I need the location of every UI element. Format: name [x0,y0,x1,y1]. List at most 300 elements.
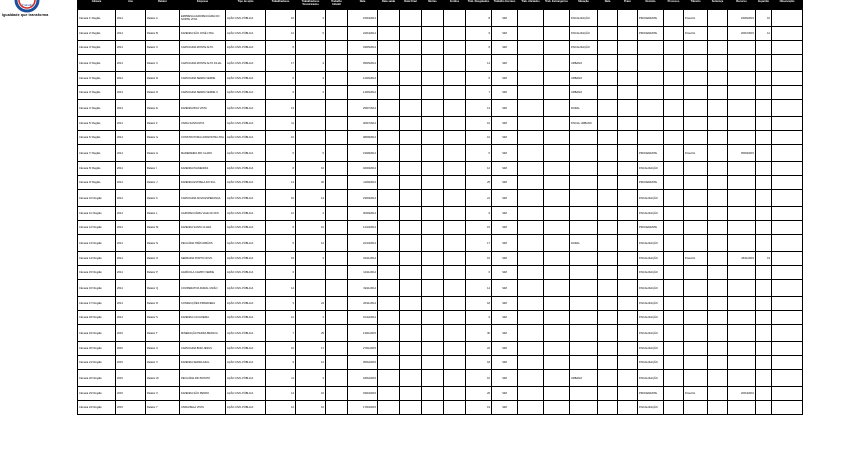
table-cell [544,117,570,131]
table-cell: AÇÃO CIVIL PÚBLICA [226,86,266,100]
table-cell [772,266,803,280]
table-cell [518,356,544,370]
table-cell: Câmara 13ª Região [78,235,116,252]
table-cell: 2014 [116,207,146,221]
table-cell [444,145,466,162]
table-cell: 5 [296,145,326,162]
table-cell: 5 [266,145,296,162]
table-row [78,131,803,145]
table-cell: SIM [492,297,518,311]
table-cell: 30/09/2014 [348,207,378,221]
table-cell [708,190,728,207]
table-cell [772,235,803,252]
column-header: Câmara [78,1,116,10]
table-cell: FAZENDA SANTA CLARA [180,221,226,235]
table-cell [444,266,466,280]
table-cell: SIM [492,311,518,325]
table-cell [422,311,444,325]
table-cell [378,86,400,100]
table-cell: FISCALIZAÇÃO [570,10,598,27]
table-cell [326,387,348,401]
table-cell [544,176,570,190]
table-cell [598,342,618,356]
table-cell [618,162,638,176]
logo-caption: Igualdade que transforma [2,13,49,17]
table-row [78,176,803,190]
table-cell: Câmara 11ª Região [78,207,116,221]
column-header: Feridos [444,1,466,10]
column-header: Trabalhadores Terceirizados [296,1,326,10]
table-cell [378,27,400,41]
table-cell: 2015 [116,356,146,370]
table-cell: FISCALIZAÇÃO [570,27,598,41]
table-cell: AÇÃO CIVIL PÚBLICA [226,100,266,117]
table-cell [400,117,422,131]
table-row [78,145,803,162]
table-cell [598,221,618,235]
table-cell [444,387,466,401]
column-header: Sentença [708,1,728,10]
table-row [78,252,803,266]
table-cell [618,117,638,131]
table-cell: Relator R [146,297,180,311]
table-cell [772,387,803,401]
table-cell [618,27,638,41]
table-cell [598,266,618,280]
table-cell: Relator J [146,176,180,190]
table-cell [708,100,728,117]
table-cell: 2014 [116,10,146,27]
table-cell: 5 [466,145,492,162]
table-cell: SIM [492,100,518,117]
table-cell [400,387,422,401]
table-cell [422,207,444,221]
table-cell: AÇÃO CIVIL PÚBLICA [226,342,266,356]
table-cell: MINERAÇÃO PEDRA BRANCA [180,325,226,342]
table-cell [378,387,400,401]
table-cell [728,131,756,145]
table-cell [544,325,570,342]
table-cell [618,86,638,100]
table-cell [598,401,618,415]
table-cell: 14/06/2014 [348,86,378,100]
table-row [78,387,803,401]
table-cell [422,100,444,117]
table-cell: PECUÁRIA RIO BONITO [180,370,226,387]
table-cell: AÇÃO CIVIL PÚBLICA [226,280,266,297]
table-cell: PECUÁRIA TRÊS IRMÃOS [180,235,226,252]
table-row [78,311,803,325]
table-cell [708,145,728,162]
column-header: Trab. Resgatados [466,1,492,10]
table-cell: Relator S [146,311,180,325]
table-cell [326,221,348,235]
table-cell [684,325,708,342]
table-cell: 25 [296,325,326,342]
table-cell [518,311,544,325]
table-cell [400,145,422,162]
table-cell [518,221,544,235]
table-cell: FISCALIZAÇÃO [638,162,664,176]
table-cell [598,176,618,190]
table-cell: Câmara 9ª Região [78,176,116,190]
table-cell: FAZENDA SÃO PEDRO [180,387,226,401]
table-cell [684,100,708,117]
table-cell [422,86,444,100]
table-cell [664,297,684,311]
column-header: Tipo de ação [226,1,266,10]
table-cell [378,145,400,162]
column-header: Trabalho Infantil [326,1,348,10]
table-cell [400,252,422,266]
table-cell [544,266,570,280]
table-cell [544,145,570,162]
table-cell [728,207,756,221]
table-cell [544,356,570,370]
table-cell [544,10,570,27]
table-cell: 2014 [116,266,146,280]
table-cell: 11 [266,370,296,387]
table-cell [422,190,444,207]
table-row [78,117,803,131]
table-cell [664,280,684,297]
table-cell [444,370,466,387]
table-cell: SIM [492,207,518,221]
table-cell [326,176,348,190]
table-cell [756,297,772,311]
table-cell: Câmara 2ª Região [78,27,116,41]
table-cell: 18 [466,356,492,370]
table-cell: 10 [466,117,492,131]
table-cell: SIM [492,221,518,235]
table-cell: 6 [466,266,492,280]
column-header: Empresa [180,1,226,10]
table-cell [326,311,348,325]
table-cell [618,252,638,266]
table-cell [684,297,708,311]
table-cell [422,10,444,27]
table-cell [378,207,400,221]
table-cell [422,297,444,311]
table-cell: AÇÃO CIVIL PÚBLICA [226,190,266,207]
table-cell [326,325,348,342]
table-cell: AÇÃO CIVIL PÚBLICA [226,207,266,221]
table-cell: SIM [492,117,518,131]
table-cell: Câmara 23ª Região [78,387,116,401]
table-cell: Câmara 21ª Região [78,356,116,370]
table-cell [422,41,444,55]
table-row [78,27,803,41]
table-cell [378,10,400,27]
column-header: Situação [570,1,598,10]
table-cell: AÇÃO CIVIL PÚBLICA [226,370,266,387]
table-cell: Câmara 1ª Região [78,10,116,27]
table-cell [756,356,772,370]
table-cell: FISCALIZAÇÃO [638,311,664,325]
table-cell: 2014 [116,252,146,266]
table-cell [400,342,422,356]
table-cell [756,325,772,342]
table-cell: 03/03/2015 [348,387,378,401]
column-header: Trabalho Escravo [492,1,518,10]
table-cell [326,297,348,311]
table-cell [772,207,803,221]
column-header: Relator [146,1,180,10]
table-cell: FISCAL URBANO [570,117,598,131]
table-cell: CONFECÇÕES PRIMAVERA [180,297,226,311]
table-cell: 26 [466,387,492,401]
table-cell [400,235,422,252]
table-row [78,207,803,221]
table-cell [664,207,684,221]
table-cell [518,162,544,176]
table-cell [664,117,684,131]
table-cell: 10 [266,342,296,356]
table-cell: Relator Q [146,280,180,297]
table-cell [728,325,756,342]
table-cell [684,342,708,356]
table-cell [422,356,444,370]
table-cell: Relator N [146,235,180,252]
table-cell [400,55,422,72]
table-cell [708,27,728,41]
table-cell [708,342,728,356]
table-cell: AGRÍCOLA CAMPO VERDE [180,266,226,280]
table-row [78,266,803,280]
table-cell [708,297,728,311]
table-cell: SIM [492,266,518,280]
table-cell [708,176,728,190]
table-cell: 11 [266,117,296,131]
table-cell [444,100,466,117]
table-cell: 19/11/2014 [348,280,378,297]
table-row [78,401,803,415]
table-cell [518,10,544,27]
table-cell [664,325,684,342]
table-cell [378,235,400,252]
table-cell: 16 [266,190,296,207]
table-cell [422,176,444,190]
table-cell [400,72,422,86]
table-cell [684,356,708,370]
table-cell: Relator T [146,325,180,342]
table-cell [756,235,772,252]
table-cell: 12 [266,311,296,325]
table-cell [756,162,772,176]
table-cell: Relator I [146,162,180,176]
table-cell [756,100,772,117]
table-cell: RURAL [570,235,598,252]
table-cell: FAZENDA ESTRELA DO SUL [180,176,226,190]
table-cell: Câmara 10ª Região [78,190,116,207]
table-cell [544,27,570,41]
table-cell: 18/02/2015 [348,370,378,387]
column-header: Inquérito [756,1,772,10]
table-cell [378,280,400,297]
table-cell: Câmara 17ª Região [78,297,116,311]
table-cell: SIM [492,145,518,162]
table-cell: 2014 [116,100,146,117]
table-cell [756,131,772,145]
table-cell [772,131,803,145]
table-cell: URBANO [570,55,598,72]
table-cell: SERRARIA PORTO NOVO [180,252,226,266]
table-cell [664,190,684,207]
logo-emblem-icon [0,0,40,13]
table-cell: 8 [266,162,296,176]
table-cell [684,131,708,145]
table-cell [326,252,348,266]
table-cell [400,401,422,415]
table-cell [708,72,728,86]
table-cell [378,252,400,266]
table-cell [326,100,348,117]
table-cell [598,10,618,27]
table-cell [444,190,466,207]
table-cell [518,176,544,190]
table-cell [618,41,638,55]
table-cell [444,41,466,55]
table-cell [378,176,400,190]
table-cell: AÇÃO CIVIL PÚBLICA [226,176,266,190]
table-cell [756,117,772,131]
table-cell [638,41,664,55]
table-cell: 05/05/2014 [348,55,378,72]
table-cell: 17 [466,235,492,252]
table-cell [326,280,348,297]
table-cell: SIM [492,356,518,370]
table-cell [422,252,444,266]
table-cell: AÇÃO CIVIL PÚBLICA [226,117,266,131]
table-cell [708,325,728,342]
table-cell: FISCALIZAÇÃO [570,41,598,55]
table-cell [444,117,466,131]
table-cell [444,325,466,342]
table-cell [326,72,348,86]
table-cell: Relator P [146,266,180,280]
table-cell [708,311,728,325]
logo [0,0,78,24]
table-cell: 22/10/2014 [348,235,378,252]
table-cell [664,252,684,266]
table-cell: 8 [266,41,296,55]
table-cell [638,117,664,131]
table-cell: 08/08/2014 [348,131,378,145]
table-cell [684,176,708,190]
table-cell [570,252,598,266]
table-cell [598,41,618,55]
table-cell [618,100,638,117]
table-cell [378,370,400,387]
table-cell: CARVOARIA MONTE ALTO [180,41,226,55]
table-cell: 7 [266,325,296,342]
table-cell [772,370,803,387]
table-cell [684,401,708,415]
table-cell [544,190,570,207]
table-cell: 2014 [116,190,146,207]
table-cell: 2014 [116,297,146,311]
table-cell [444,311,466,325]
column-header: Decisão [638,1,664,10]
table-cell: CONSTRUTORA HORIZONTE LTDA [180,131,226,145]
table-cell [378,190,400,207]
table-cell [422,27,444,41]
table-row [78,325,803,342]
table-cell [638,72,664,86]
table-cell [728,41,756,55]
table-cell: 21 [466,190,492,207]
table-cell [378,311,400,325]
table-cell: 3 [266,297,296,311]
table-cell [296,41,326,55]
table-cell [400,176,422,190]
table-row [78,100,803,117]
table-cell: Prescrito [684,145,708,162]
table-cell [772,27,803,41]
table-cell [544,401,570,415]
table-cell [598,162,618,176]
table-cell: 17 [266,55,296,72]
table-cell [684,55,708,72]
table-cell: FISCALIZAÇÃO [638,325,664,342]
table-cell [618,387,638,401]
table-cell: 23/09/2014 [348,190,378,207]
table-cell [708,252,728,266]
table-cell [598,311,618,325]
table-cell: FAZENDA PALMEIRAS [180,162,226,176]
table-cell: 14 [296,190,326,207]
table-cell: AÇÃO CIVIL PÚBLICA [226,162,266,176]
table-cell: 3 [296,311,326,325]
table-cell: 04/11/2014 [348,252,378,266]
table-cell [684,86,708,100]
table-cell [756,41,772,55]
table-cell [518,145,544,162]
table-cell [422,145,444,162]
table-cell [422,387,444,401]
table-cell [400,131,422,145]
table-cell: 12 [466,162,492,176]
table-cell: PROCEDENTE [638,387,664,401]
table-cell [400,221,422,235]
table-cell: 2015 [116,401,146,415]
table-cell: 5 [296,27,326,41]
table-cell: Relator M [146,221,180,235]
table-cell [544,387,570,401]
table-cell: SIM [492,27,518,41]
table-cell [728,190,756,207]
table-cell: Relator W [146,370,180,387]
table-cell [400,356,422,370]
table-cell [664,266,684,280]
table-cell [708,235,728,252]
column-header: Mortes [422,1,444,10]
table-cell: 27/01/2015 [348,342,378,356]
table-cell: 14 [466,280,492,297]
table-cell [756,266,772,280]
table-cell [422,266,444,280]
table-cell [444,86,466,100]
table-cell [422,235,444,252]
table-cell: AÇÃO CIVIL PÚBLICA [226,387,266,401]
table-cell: 14 [266,280,296,297]
table-cell [728,356,756,370]
table-cell: 14/10/2014 [348,221,378,235]
table-cell [598,100,618,117]
table-cell [400,311,422,325]
table-cell [618,55,638,72]
table-row [78,190,803,207]
